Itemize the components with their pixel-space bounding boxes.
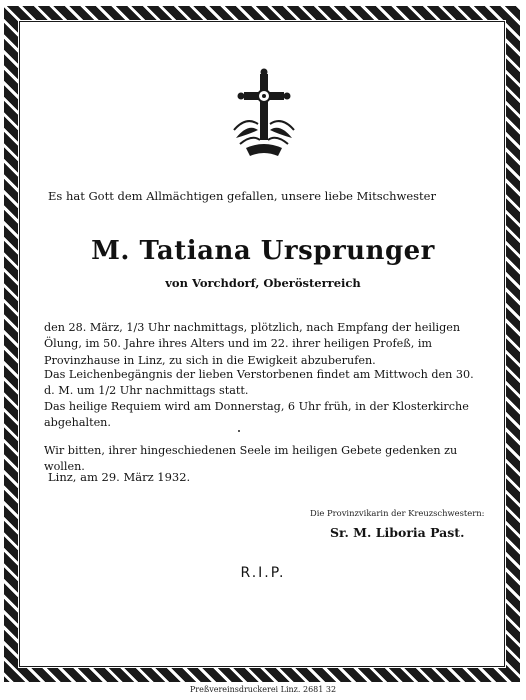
cross-emblem-icon	[228, 68, 300, 158]
signature-name: Sr. M. Liboria Past.	[330, 525, 465, 540]
funeral-paragraph: Das Leichenbegängnis der lieben Verstorbenen findet am Mittwoch den 30. d. M. um 1/2 Uhr nachmittags statt.	[44, 368, 474, 398]
deceased-name: M. Tatiana Ursprunger	[91, 236, 435, 266]
rip-mark: R.I.P.	[240, 565, 286, 581]
place-date: Linz, am 29. März 1932.	[48, 470, 191, 484]
deceased-origin: von Vorchdorf, Oberösterreich	[165, 276, 361, 290]
death-paragraph: den 28. März, 1/3 Uhr nachmittags, plötzlich, nach Empfang der heiligen Ölung, im 50. Jahre ihres Alters und im 22. ihrer heiligen Profeß, im Provinzhause in Linz, zu sich in die Ewigkeit abzuberufen.	[44, 321, 461, 367]
intro-line: Es hat Gott dem Allmächtigen gefallen, unsere liebe Mitschwester	[48, 189, 436, 203]
prayer-request: Wir bitten, ihrer hingeschiedenen Seele im heiligen Gebete gedenken zu wollen.	[44, 444, 458, 474]
printer-imprint: Preßvereinsdruckerei Linz. 2681 32	[189, 685, 337, 694]
ink-dot	[238, 430, 240, 432]
signature-title: Die Provinzvikarin der Kreuzschwestern:	[310, 508, 485, 518]
requiem-paragraph: Das heilige Requiem wird am Donnerstag, 6 Uhr früh, in der Klosterkirche abgehalten.	[44, 400, 469, 430]
